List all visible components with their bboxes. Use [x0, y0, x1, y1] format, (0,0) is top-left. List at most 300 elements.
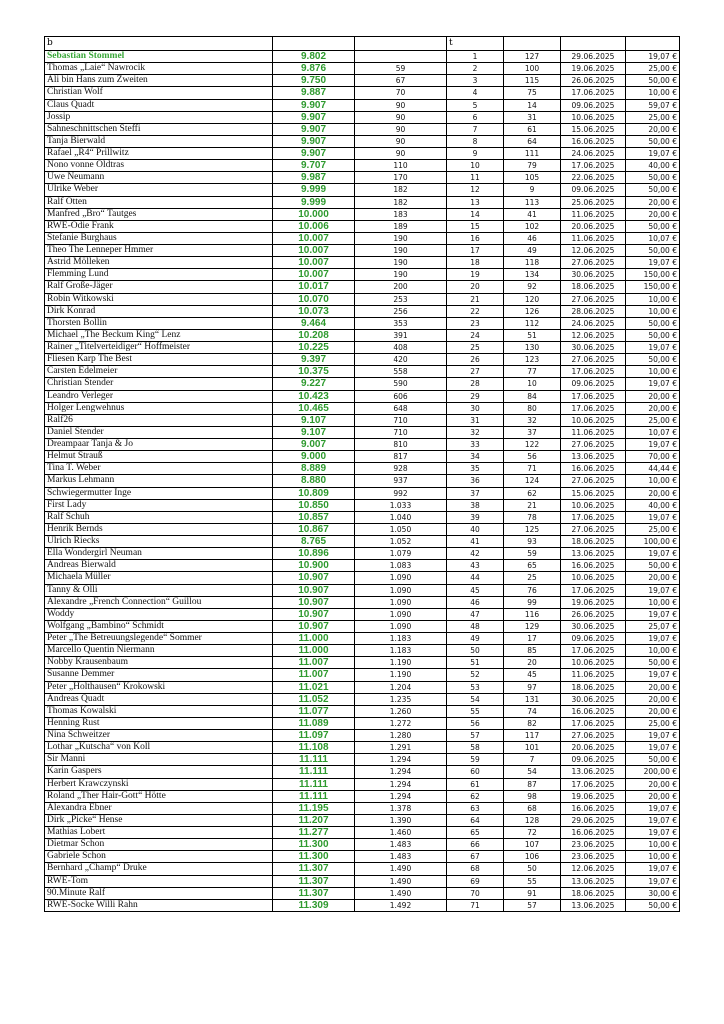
- entry-date: 16.06.2025: [561, 135, 626, 147]
- table-row: [45, 135, 680, 147]
- entry-number: 55: [504, 875, 561, 887]
- entry-date: 19.06.2025: [561, 790, 626, 802]
- stake-amount: 20,00 €: [626, 123, 680, 135]
- score-value: 11.089: [273, 717, 355, 729]
- score-value: 11.307: [273, 875, 355, 887]
- difference-value: 1.050: [355, 523, 447, 535]
- table-row: [45, 463, 680, 475]
- table-row: [45, 778, 680, 790]
- difference-value: 558: [355, 366, 447, 378]
- table-row: [45, 342, 680, 354]
- entry-date: 16.06.2025: [561, 802, 626, 814]
- entry-number: 118: [504, 257, 561, 269]
- difference-value: 1.280: [355, 730, 447, 742]
- table-row: [45, 657, 680, 669]
- entry-number: 46: [504, 232, 561, 244]
- difference-value: 1.204: [355, 681, 447, 693]
- rank-number: 64: [447, 814, 504, 826]
- player-name: Robin Witkowski: [45, 293, 273, 305]
- table-row: [45, 390, 680, 402]
- stake-amount: 10,00 €: [626, 596, 680, 608]
- entry-number: 101: [504, 742, 561, 754]
- entry-date: 17.06.2025: [561, 511, 626, 523]
- table-row: [45, 281, 680, 293]
- score-value: 9.000: [273, 451, 355, 463]
- score-value: 10.907: [273, 596, 355, 608]
- stake-amount: 50,00 €: [626, 329, 680, 341]
- rank-number: 62: [447, 790, 504, 802]
- entry-date: 10.06.2025: [561, 414, 626, 426]
- entry-date: 15.06.2025: [561, 123, 626, 135]
- player-name: Ella Wondergirl Neuman: [45, 548, 273, 560]
- player-name: Helmut Strauß: [45, 451, 273, 463]
- entry-number: 97: [504, 681, 561, 693]
- stake-amount: 19,07 €: [626, 875, 680, 887]
- score-value: 10.850: [273, 499, 355, 511]
- score-value: 10.017: [273, 281, 355, 293]
- rank-number: 20: [447, 281, 504, 293]
- table-row: [45, 730, 680, 742]
- player-name: Astrid Mölleken: [45, 257, 273, 269]
- entry-date: 30.06.2025: [561, 342, 626, 354]
- stake-amount: 20,00 €: [626, 705, 680, 717]
- difference-value: 1.490: [355, 887, 447, 899]
- entry-date: 17.06.2025: [561, 717, 626, 729]
- difference-value: 937: [355, 475, 447, 487]
- rank-number: 4: [447, 87, 504, 99]
- stake-amount: 50,00 €: [626, 245, 680, 257]
- table-row: [45, 148, 680, 160]
- entry-date: 18.06.2025: [561, 281, 626, 293]
- entry-number: 56: [504, 451, 561, 463]
- player-name: Tina T. Weber: [45, 463, 273, 475]
- difference-value: 648: [355, 402, 447, 414]
- stake-amount: 19,07 €: [626, 863, 680, 875]
- table-row: [45, 742, 680, 754]
- difference-value: 190: [355, 257, 447, 269]
- player-name: Nono vonne Oldtras: [45, 160, 273, 172]
- stake-amount: 10,07 €: [626, 426, 680, 438]
- entry-number: 78: [504, 511, 561, 523]
- difference-value: 190: [355, 245, 447, 257]
- player-name: Dreampaar Tanja & Jo: [45, 439, 273, 451]
- difference-value: 1.079: [355, 548, 447, 560]
- table-row: [45, 75, 680, 87]
- player-name: Henning Rust: [45, 717, 273, 729]
- difference-value: 817: [355, 451, 447, 463]
- entry-date: 12.06.2025: [561, 329, 626, 341]
- score-value: 10.000: [273, 208, 355, 220]
- header-cell: [273, 37, 355, 51]
- entry-date: 26.06.2025: [561, 75, 626, 87]
- table-row: [45, 317, 680, 329]
- rank-number: 36: [447, 475, 504, 487]
- table-row: [45, 329, 680, 341]
- rank-number: 10: [447, 160, 504, 172]
- difference-value: 1.090: [355, 572, 447, 584]
- difference-value: 992: [355, 487, 447, 499]
- rank-number: 56: [447, 717, 504, 729]
- rank-number: 41: [447, 536, 504, 548]
- entry-date: 29.06.2025: [561, 51, 626, 63]
- player-name: Nina Schweitzer: [45, 730, 273, 742]
- table-row: [45, 245, 680, 257]
- entry-date: 20.06.2025: [561, 220, 626, 232]
- score-value: 10.809: [273, 487, 355, 499]
- rank-number: 14: [447, 208, 504, 220]
- score-value: 10.857: [273, 511, 355, 523]
- difference-value: 1.260: [355, 705, 447, 717]
- difference-value: 1.294: [355, 766, 447, 778]
- player-name: Thomas „Laie“ Nawrocik: [45, 63, 273, 75]
- difference-value: 810: [355, 439, 447, 451]
- player-name: Flemming Lund: [45, 269, 273, 281]
- entry-date: 27.06.2025: [561, 354, 626, 366]
- table-row: [45, 693, 680, 705]
- entry-date: 10.06.2025: [561, 572, 626, 584]
- difference-value: 1.083: [355, 560, 447, 572]
- stake-amount: 19,07 €: [626, 730, 680, 742]
- rank-number: 30: [447, 402, 504, 414]
- difference-value: 1.183: [355, 633, 447, 645]
- difference-value: 189: [355, 220, 447, 232]
- table-row: [45, 402, 680, 414]
- entry-date: 20.06.2025: [561, 742, 626, 754]
- player-name: Lothar „Kutscha“ von Koll: [45, 742, 273, 754]
- table-row: [45, 208, 680, 220]
- score-value: 10.007: [273, 269, 355, 281]
- rank-number: 34: [447, 451, 504, 463]
- player-name: Roland „Ther Hair-Gott“ Hötte: [45, 790, 273, 802]
- difference-value: 256: [355, 305, 447, 317]
- entry-number: 45: [504, 669, 561, 681]
- score-value: 10.070: [273, 293, 355, 305]
- entry-date: 10.06.2025: [561, 657, 626, 669]
- player-name: Tanja Bierwald: [45, 135, 273, 147]
- table-row: [45, 827, 680, 839]
- rank-number: 9: [447, 148, 504, 160]
- score-value: 11.077: [273, 705, 355, 717]
- entry-number: 99: [504, 596, 561, 608]
- table-row: [45, 378, 680, 390]
- table-row: [45, 814, 680, 826]
- score-value: 11.007: [273, 657, 355, 669]
- difference-value: 90: [355, 135, 447, 147]
- table-row: [45, 645, 680, 657]
- entry-date: 11.06.2025: [561, 669, 626, 681]
- player-name: Manfred „Bro“ Tautges: [45, 208, 273, 220]
- entry-number: 20: [504, 657, 561, 669]
- entry-date: 12.06.2025: [561, 863, 626, 875]
- table-row: [45, 487, 680, 499]
- rank-number: 42: [447, 548, 504, 560]
- table-row: [45, 184, 680, 196]
- header-row: [45, 37, 680, 51]
- stake-amount: 19,07 €: [626, 802, 680, 814]
- player-name: Schwiegermutter Inge: [45, 487, 273, 499]
- entry-date: 17.06.2025: [561, 87, 626, 99]
- entry-number: 100: [504, 63, 561, 75]
- player-name: Michaela Müller: [45, 572, 273, 584]
- table-row: [45, 87, 680, 99]
- stake-amount: 19,07 €: [626, 669, 680, 681]
- score-value: 11.111: [273, 754, 355, 766]
- difference-value: 353: [355, 317, 447, 329]
- rank-number: 58: [447, 742, 504, 754]
- player-name: Claus Quadt: [45, 99, 273, 111]
- player-name: Nobby Krausenbaum: [45, 657, 273, 669]
- score-value: 9.999: [273, 184, 355, 196]
- stake-amount: 50,00 €: [626, 75, 680, 87]
- table-row: [45, 536, 680, 548]
- entry-number: 116: [504, 608, 561, 620]
- entry-date: 16.06.2025: [561, 827, 626, 839]
- player-name: Wolfgang „Bambino“ Schmidt: [45, 620, 273, 632]
- entry-date: 27.06.2025: [561, 523, 626, 535]
- player-name: Mathias Lobert: [45, 827, 273, 839]
- table-row: [45, 51, 680, 63]
- difference-value: 1.294: [355, 754, 447, 766]
- table-row: [45, 705, 680, 717]
- stake-amount: 50,00 €: [626, 657, 680, 669]
- stake-amount: 10,00 €: [626, 305, 680, 317]
- entry-date: 17.06.2025: [561, 645, 626, 657]
- player-name: Andreas Bierwald: [45, 560, 273, 572]
- difference-value: 1.490: [355, 863, 447, 875]
- entry-date: 27.06.2025: [561, 730, 626, 742]
- stake-amount: 100,00 €: [626, 536, 680, 548]
- score-value: 11.111: [273, 790, 355, 802]
- rank-number: 40: [447, 523, 504, 535]
- rank-number: 53: [447, 681, 504, 693]
- player-name: Theo The Lenneper Hmmer: [45, 245, 273, 257]
- difference-value: 1.272: [355, 717, 447, 729]
- difference-value: 90: [355, 148, 447, 160]
- score-value: 11.000: [273, 633, 355, 645]
- table-row: [45, 875, 680, 887]
- rank-number: 47: [447, 608, 504, 620]
- table-row: [45, 887, 680, 899]
- rank-number: 8: [447, 135, 504, 147]
- stake-amount: 25,07 €: [626, 620, 680, 632]
- score-value: 9.987: [273, 172, 355, 184]
- score-value: 11.097: [273, 730, 355, 742]
- score-value: 11.300: [273, 839, 355, 851]
- stake-amount: 19,07 €: [626, 827, 680, 839]
- player-name: Susanne Demmer: [45, 669, 273, 681]
- stake-amount: 20,00 €: [626, 487, 680, 499]
- score-value: 10.907: [273, 608, 355, 620]
- rank-number: 12: [447, 184, 504, 196]
- table-row: [45, 99, 680, 111]
- stake-amount: 10,00 €: [626, 645, 680, 657]
- stake-amount: 50,00 €: [626, 172, 680, 184]
- rank-number: 51: [447, 657, 504, 669]
- entry-number: 107: [504, 839, 561, 851]
- entry-number: 14: [504, 99, 561, 111]
- player-name: Thorsten Bollin: [45, 317, 273, 329]
- rank-number: 33: [447, 439, 504, 451]
- entry-date: 17.06.2025: [561, 160, 626, 172]
- entry-number: 124: [504, 475, 561, 487]
- rank-number: 23: [447, 317, 504, 329]
- difference-value: 190: [355, 232, 447, 244]
- difference-value: [355, 51, 447, 63]
- player-name: Daniel Stender: [45, 426, 273, 438]
- stake-amount: 10,00 €: [626, 366, 680, 378]
- entry-date: 17.06.2025: [561, 366, 626, 378]
- score-value: 10.225: [273, 342, 355, 354]
- stake-amount: 19,07 €: [626, 148, 680, 160]
- table-row: [45, 584, 680, 596]
- rank-number: 71: [447, 899, 504, 911]
- player-name: Thomas Kowalski: [45, 705, 273, 717]
- entry-date: 24.06.2025: [561, 148, 626, 160]
- entry-date: 30.06.2025: [561, 620, 626, 632]
- entry-date: 23.06.2025: [561, 851, 626, 863]
- stake-amount: 19,07 €: [626, 633, 680, 645]
- score-value: 9.999: [273, 196, 355, 208]
- entry-date: 09.06.2025: [561, 99, 626, 111]
- score-value: 9.107: [273, 426, 355, 438]
- player-name: Peter „Holthausen“ Krokowski: [45, 681, 273, 693]
- rank-number: 21: [447, 293, 504, 305]
- rank-number: 17: [447, 245, 504, 257]
- table-row: [45, 669, 680, 681]
- table-row: [45, 839, 680, 851]
- score-value: 10.423: [273, 390, 355, 402]
- entry-date: 09.06.2025: [561, 633, 626, 645]
- difference-value: 183: [355, 208, 447, 220]
- table-row: [45, 366, 680, 378]
- score-value: 11.108: [273, 742, 355, 754]
- player-name: RWE-Socke Willi Rahn: [45, 899, 273, 911]
- player-name: Sir Manni: [45, 754, 273, 766]
- entry-number: 123: [504, 354, 561, 366]
- player-name: Bernhard „Champ“ Druke: [45, 863, 273, 875]
- rank-number: 61: [447, 778, 504, 790]
- rank-number: 65: [447, 827, 504, 839]
- difference-value: 1.235: [355, 693, 447, 705]
- entry-number: 74: [504, 705, 561, 717]
- entry-number: 82: [504, 717, 561, 729]
- stake-amount: 59,07 €: [626, 99, 680, 111]
- table-row: [45, 608, 680, 620]
- table-row: [45, 899, 680, 911]
- rank-number: 15: [447, 220, 504, 232]
- stake-amount: 19,07 €: [626, 51, 680, 63]
- entry-number: 134: [504, 269, 561, 281]
- player-name: Alexandre „French Connection“ Guillou: [45, 596, 273, 608]
- rank-number: 24: [447, 329, 504, 341]
- table-row: [45, 681, 680, 693]
- stake-amount: 10,00 €: [626, 87, 680, 99]
- entry-date: 11.06.2025: [561, 208, 626, 220]
- stake-amount: 20,00 €: [626, 402, 680, 414]
- entry-number: 49: [504, 245, 561, 257]
- rank-number: 27: [447, 366, 504, 378]
- entry-date: 26.06.2025: [561, 608, 626, 620]
- entry-date: 13.06.2025: [561, 451, 626, 463]
- difference-value: 182: [355, 184, 447, 196]
- score-value: 11.207: [273, 814, 355, 826]
- table-row: [45, 414, 680, 426]
- entry-number: 10: [504, 378, 561, 390]
- score-value: 10.375: [273, 366, 355, 378]
- entry-number: 54: [504, 766, 561, 778]
- entry-date: 28.06.2025: [561, 305, 626, 317]
- stake-amount: 40,00 €: [626, 160, 680, 172]
- entry-date: 29.06.2025: [561, 814, 626, 826]
- stake-amount: 20,00 €: [626, 790, 680, 802]
- entry-date: 16.06.2025: [561, 463, 626, 475]
- difference-value: 70: [355, 87, 447, 99]
- entry-number: 113: [504, 196, 561, 208]
- table-row: [45, 596, 680, 608]
- entry-number: 77: [504, 366, 561, 378]
- entry-number: 17: [504, 633, 561, 645]
- header-cell: [355, 37, 447, 51]
- player-name: Uwe Neumann: [45, 172, 273, 184]
- player-name: Ali bin Hans zum Zweiten: [45, 75, 273, 87]
- rank-number: 2: [447, 63, 504, 75]
- difference-value: 1.378: [355, 802, 447, 814]
- score-value: 10.007: [273, 245, 355, 257]
- table-row: [45, 426, 680, 438]
- entry-number: 37: [504, 426, 561, 438]
- stake-amount: 25,00 €: [626, 63, 680, 75]
- player-name: RWE-Tom: [45, 875, 273, 887]
- score-value: 10.896: [273, 548, 355, 560]
- player-name: Sebastian Stommel: [45, 51, 273, 63]
- stake-amount: 25,00 €: [626, 523, 680, 535]
- score-value: 10.007: [273, 232, 355, 244]
- player-name: Ralf Otten: [45, 196, 273, 208]
- entry-date: 11.06.2025: [561, 232, 626, 244]
- player-name: Henrik Bernds: [45, 523, 273, 535]
- score-value: 9.007: [273, 439, 355, 451]
- player-name: Rainer „Titelverteidiger“ Hoffmeister: [45, 342, 273, 354]
- entry-number: 98: [504, 790, 561, 802]
- entry-date: 13.06.2025: [561, 548, 626, 560]
- table-row: [45, 511, 680, 523]
- entry-number: 64: [504, 135, 561, 147]
- score-value: 9.750: [273, 75, 355, 87]
- rank-number: 28: [447, 378, 504, 390]
- entry-number: 127: [504, 51, 561, 63]
- entry-number: 122: [504, 439, 561, 451]
- score-value: 11.052: [273, 693, 355, 705]
- rank-number: 50: [447, 645, 504, 657]
- difference-value: 1.294: [355, 778, 447, 790]
- difference-value: 1.033: [355, 499, 447, 511]
- stake-amount: 20,00 €: [626, 778, 680, 790]
- score-value: 9.907: [273, 111, 355, 123]
- difference-value: 391: [355, 329, 447, 341]
- player-name: Andreas Quadt: [45, 693, 273, 705]
- player-name: Jossip: [45, 111, 273, 123]
- difference-value: 1.090: [355, 620, 447, 632]
- score-value: 11.309: [273, 899, 355, 911]
- difference-value: 590: [355, 378, 447, 390]
- score-value: 10.465: [273, 402, 355, 414]
- table-row: [45, 172, 680, 184]
- stake-amount: 50,00 €: [626, 354, 680, 366]
- entry-number: 32: [504, 414, 561, 426]
- table-row: [45, 499, 680, 511]
- rank-number: 48: [447, 620, 504, 632]
- entry-date: 27.06.2025: [561, 475, 626, 487]
